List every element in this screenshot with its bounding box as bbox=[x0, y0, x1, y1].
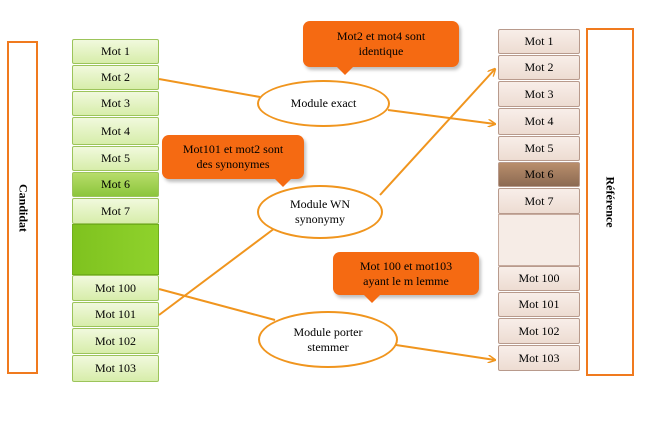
reference-word: Mot 5 bbox=[498, 136, 580, 161]
callout-exact-match: Mot2 et mot4 sont identique bbox=[303, 21, 459, 67]
reference-word: Mot 3 bbox=[498, 81, 580, 107]
reference-word: Mot 103 bbox=[498, 345, 580, 371]
link-porter-to-ref-mot103 bbox=[396, 345, 495, 360]
candidate-word: Mot 7 bbox=[72, 198, 159, 224]
candidate-word: Mot 3 bbox=[72, 91, 159, 116]
link-wn-to-ref-mot2 bbox=[380, 69, 495, 195]
candidate-word: Mot 103 bbox=[72, 355, 159, 382]
candidate-word: Mot 5 bbox=[72, 146, 159, 171]
candidate-word: Mot 1 bbox=[72, 39, 159, 64]
link-mot101-to-wn bbox=[159, 228, 275, 315]
reference-word: Mot 101 bbox=[498, 292, 580, 317]
reference-word: Mot 102 bbox=[498, 318, 580, 344]
module-porter-line2: stemmer bbox=[307, 339, 349, 354]
link-exact-to-ref-mot4 bbox=[388, 110, 495, 124]
reference-label: Référence bbox=[603, 176, 618, 228]
reference-word: Mot 1 bbox=[498, 29, 580, 54]
link-mot100-to-porter bbox=[159, 289, 275, 320]
module-porter-stemmer bbox=[258, 311, 398, 368]
candidate-word-highlighted: Mot 6 bbox=[72, 172, 159, 197]
module-porter-line1: Module porter bbox=[293, 324, 363, 339]
module-exact: Module exact bbox=[257, 80, 390, 127]
candidate-word: Mot 100 bbox=[72, 275, 159, 301]
module-wn-synonymy bbox=[257, 185, 383, 239]
candidate-label: Candidat bbox=[16, 183, 30, 232]
candidate-word: Mot 4 bbox=[72, 117, 159, 145]
link-mot2-to-exact bbox=[159, 79, 260, 97]
reference-word: Mot 2 bbox=[498, 55, 580, 80]
reference-word: Mot 7 bbox=[498, 188, 580, 214]
candidate-word: Mot 2 bbox=[72, 65, 159, 90]
module-wn-line2: synonymy bbox=[294, 212, 345, 226]
reference-word: Mot 4 bbox=[498, 108, 580, 135]
callout-synonyms: Mot101 et mot2 sont des synonymes bbox=[162, 135, 304, 179]
reference-word: Mot 100 bbox=[498, 266, 580, 291]
module-wn-line1: Module WN bbox=[289, 197, 351, 211]
candidate-word: Mot 102 bbox=[72, 328, 159, 354]
reference-word-highlighted: Mot 6 bbox=[498, 162, 580, 187]
candidate-word: Mot 101 bbox=[72, 302, 159, 327]
callout-same-lemma: Mot 100 et mot103 ayant le m lemme bbox=[333, 252, 479, 295]
